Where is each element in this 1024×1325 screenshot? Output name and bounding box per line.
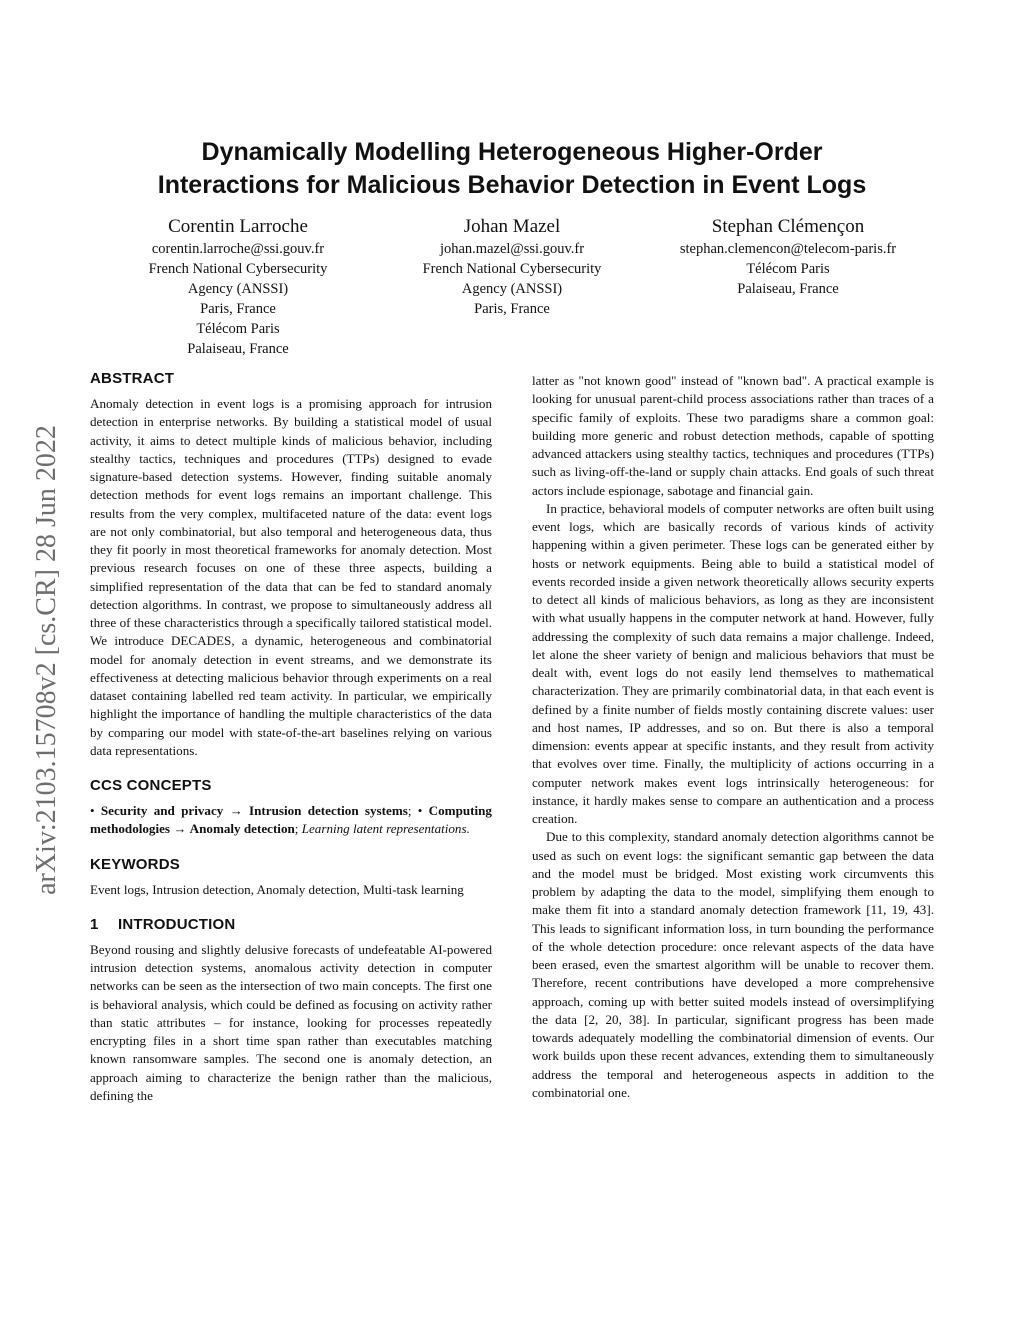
title-line-1: Dynamically Modelling Heterogeneous Higher-Order [201, 138, 823, 166]
ccs-heading: CCS CONCEPTS [90, 777, 212, 794]
author-name: Stephan Clémençon [711, 216, 865, 237]
author-affiliation: French National Cybersecurity [422, 261, 602, 277]
author-2 [362, 216, 662, 319]
arrow-icon: → [173, 821, 187, 837]
keywords-section [90, 855, 492, 899]
ccs-separator: ; [407, 803, 412, 818]
author-affiliation: Agency (ANSSI) [461, 281, 563, 297]
author-affiliation: Télécom Paris [196, 321, 280, 337]
section-title: INTRODUCTION [118, 915, 236, 933]
intro-paragraph-1-end: latter as "not known good" instead of "known bad". A practical example is looking for unusual parent-child process associations rather than traces of a specific family of exploits. These two paradigms share a common goal: building more generic and robust detection methods, capable of spotting advanced attackers using stealthy tactics, techniques and procedures (TTPs) such as living-off-the-land or supply chain attacks. End goals of such threat actors include espionage, sabotage and financial gain. [532, 373, 934, 498]
author-location: Paris, France [474, 301, 550, 317]
author-1 [88, 216, 388, 359]
intro-paragraph-1-start: Beyond rousing and slightly delusive forecasts of undefeatable AI-powered intrusion detection systems, anomalous activity detection in computer networks can be seen as the intersection of two main concepts. The first one is behavioral analysis, which could be defined as focusing on activity rather than static attributes – for instance, looking for processes repeatedly encrypting files in a short time span rather than executables matching known ransomware samples. The second one is anomaly detection, an approach aiming to characterize the benign rather than the malicious, defining the [90, 941, 492, 1103]
arrow-icon: → [229, 803, 243, 818]
ccs-category: Computing methodologies [90, 803, 492, 837]
intro-paragraph-3: Due to this complexity, standard anomaly detection algorithms cannot be used as such on event logs: the significant semantic gap between the data and the model must be bridged. Most existing work circumvents this problem by adapting the data to the model, simplifying them enough to make them fit into a standard anomaly detection framework [11, 19, 43]. This leads to significant information loss, in turn bounding the performance of the whole detection procedure: once relevant aspects of the data have been erased, even the smartest algorithm will be unable to recover them. Therefore, recent contributions have developed a more comprehensive approach, coming up with better suited models instead of oversimplifying the data [2, 20, 38]. In particular, significant progress has been made towards adequately modelling the combinatorial dimension of events. Our work builds upon these recent advances, extending them to simultaneously address the temporal and heterogeneous aspects in addition to the combinatorial one. [532, 829, 934, 1100]
author-location: Paris, France [200, 301, 276, 317]
title-line-2: Interactions for Malicious Behavior Detection in Event Logs [157, 171, 867, 199]
section-number: 1 [90, 915, 99, 933]
author-affiliation: French National Cybersecurity [148, 261, 328, 277]
ccs-bullet: • [417, 803, 423, 818]
ccs-extra: Learning latent representations. [301, 821, 470, 837]
author-email: stephan.clemencon@telecom-paris.fr [679, 241, 897, 257]
introduction-heading [90, 915, 492, 935]
keywords-text: Event logs, Intrusion detection, Anomaly detection, Multi-task learning [90, 881, 464, 897]
author-location: Palaiseau, France [187, 341, 289, 357]
intro-paragraph-2: In practice, behavioral models of computer networks are often built using event logs, which are basically records of various kinds of activity happening within a given perimeter. These logs can be generated either by hosts or network equipments. Being able to build a statistical model of events recorded inside a given network theoretically allows security experts to detect all kinds of malicious behaviors, as long as they are inconsistent with what usually happens in the computer network at hand. However, fully addressing the complexity of such data remains a major challenge. Indeed, let alone the sheer variety of benign and malicious behaviors that must be dealt with, event logs do not easily lend themselves to mathematical characterization. They are primarily combinatorial data, in that each event is defined by a finite number of fields mostly containing discrete values: user and host names, IP addresses, and so on. But there is also a temporal dimension: events appear at specific instants, and they result from activity that evolves over time. Finally, the multiplicity of actions occurring in a computer network makes event logs intrinsically heterogeneous: for instance, it hardly makes sense to compare an authentication and a process creation. [532, 500, 934, 826]
author-email: corentin.larroche@ssi.gouv.fr [151, 241, 325, 257]
author-email: johan.mazel@ssi.gouv.fr [439, 241, 585, 257]
abstract-section [90, 369, 492, 760]
ccs-concepts-section [90, 776, 492, 839]
ccs-separator: ; [294, 821, 299, 837]
abstract-heading: ABSTRACT [90, 370, 175, 387]
paper-title [100, 136, 924, 202]
right-column [532, 372, 934, 1102]
arxiv-identifier: arXiv:2103.15708v2 [cs.CR] 28 Jun 2022 [31, 425, 62, 895]
ccs-category: Security and privacy [100, 803, 224, 818]
author-name: Corentin Larroche [168, 216, 308, 237]
introduction-section [90, 915, 492, 1105]
author-3 [638, 216, 938, 299]
author-affiliation: Télécom Paris [746, 261, 830, 277]
author-name: Johan Mazel [463, 216, 561, 237]
abstract-text: Anomaly detection in event logs is a promising approach for intrusion detection in enterprise networks. By building a statistical model of usual activity, it aims to detect multiple kinds of malicious behavior, including stealthy tactics, techniques and procedures (TTPs) designed to evade signature-based detection systems. However, finding suitable anomaly detection methods for event logs remains an important challenge. This results from the very complex, multifaceted nature of the data: event logs are not only combinatorial, but also temporal and heterogeneous data, thus they fit poorly in most theoretical frameworks for anomaly detection. Most previous research focuses on one of these three aspects, building a simplified representation of the data that can be fed to standard anomaly detection algorithms. In contrast, we propose to simultaneously address all three of these characteristics through a specifically tailored statistical model. We introduce DECADES, a dynamic, heterogeneous and combinatorial model for anomaly detection in event streams, and we demonstrate its effectiveness at detecting malicious behavior through experiments on a real dataset containing labelled red team activity. In particular, we empirically highlight the importance of handling the multiple characteristics of the data by comparing our model with state-of-the-art baselines relying on various data representations. [90, 396, 492, 758]
author-location: Palaiseau, France [737, 281, 839, 297]
left-column [90, 369, 492, 1121]
keywords-heading: KEYWORDS [90, 855, 180, 873]
ccs-subcategory: Anomaly detection [189, 821, 295, 837]
ccs-bullet: • [90, 803, 95, 818]
ccs-text [90, 802, 492, 839]
author-affiliation: Agency (ANSSI) [187, 281, 289, 297]
ccs-subcategory: Intrusion detection systems [249, 803, 408, 818]
